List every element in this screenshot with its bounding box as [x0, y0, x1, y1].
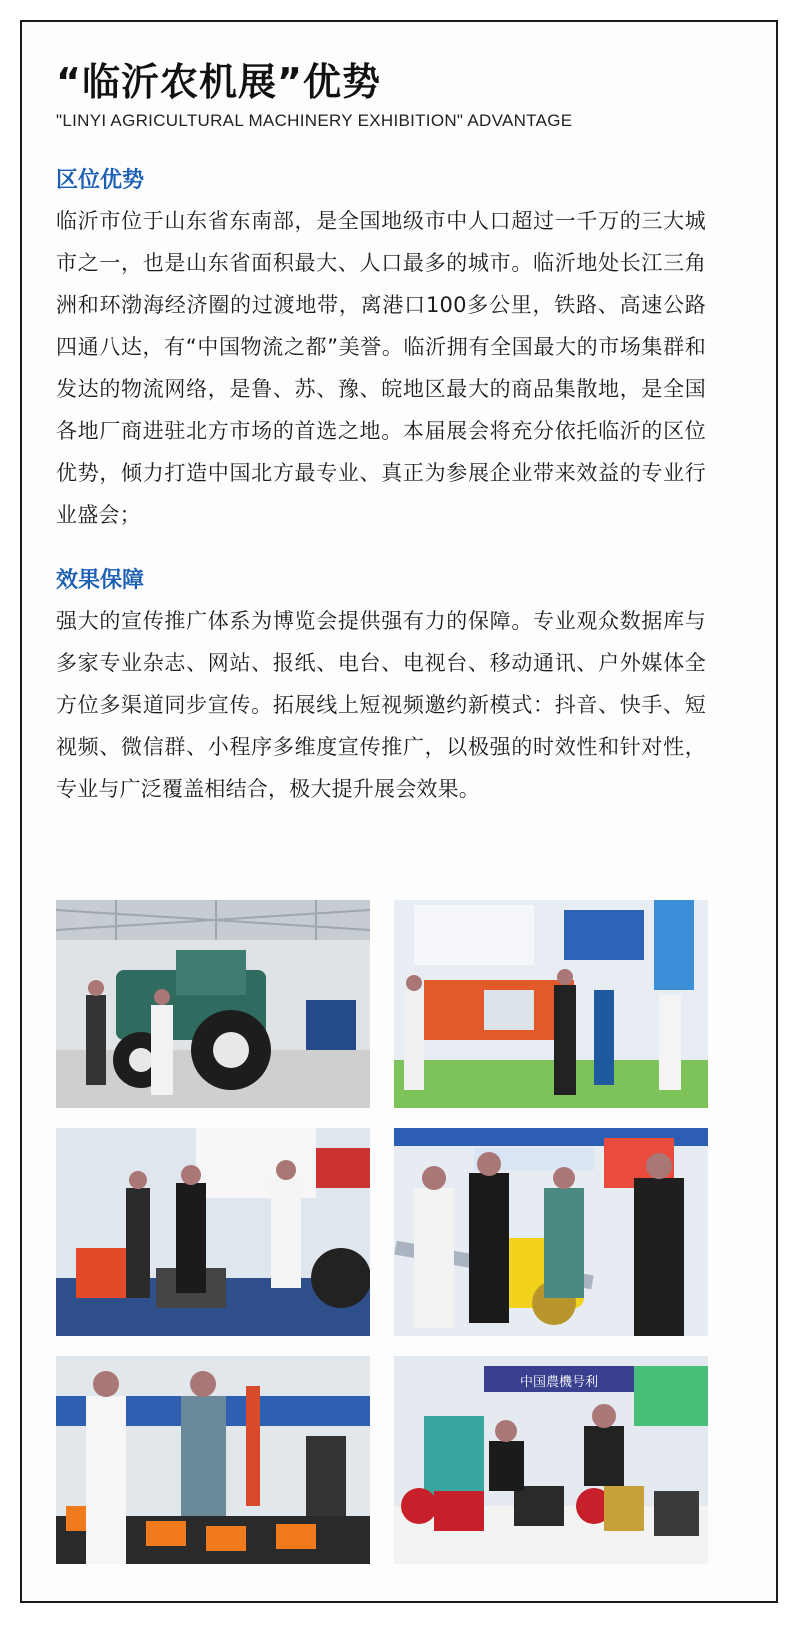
photo-booth-visitors [394, 900, 708, 1108]
photo-small-engines [56, 1128, 370, 1336]
page-subtitle: "LINYI AGRICULTURAL MACHINERY EXHIBITION" ADVANTAGE [56, 111, 573, 130]
photo-chainsaws [56, 1356, 370, 1564]
booth-sign-text: 中国農機号利 [519, 1375, 599, 1390]
section-heading-location: 区位优势 [56, 168, 145, 193]
article [56, 58, 706, 810]
photo-grid [56, 900, 708, 1564]
photo-tractor-hall [56, 900, 370, 1108]
photo-yellow-machine [394, 1128, 708, 1336]
section-body-effect: 强大的宣传推广体系为博览会提供强有力的保障。专业观众数据库与多家专业杂志、网站、报纸、电台、电视台、移动通讯、户外媒体全方位多渠道同步宣传。拓展线上短视频邀约新模式：抖音、快手、短视频、微信群、小程序多维度宣传推广，以极强的时效性和针对性，专业与广泛覆盖相结合，极大提升展会效果。 [56, 609, 706, 801]
page-title: “临沂农机展”优势 [56, 60, 381, 104]
photo-red-pumps [394, 1356, 708, 1564]
section-body-location: 临沂市位于山东省东南部，是全国地级市中人口超过一千万的三大城市之一，也是山东省面积最大、人口最多的城市。临沂地处长江三角洲和环渤海经济圈的过渡地带，离港口100多公里，铁路、高速公路四通八达，有“中国物流之都”美誉。临沂拥有全国最大的市场集群和发达的物流网络，是鲁、苏、豫、皖地区最大的商品集散地，是全国各地厂商进驻北方市场的首选之地。本届展会将充分依托临沂的区位优势，倾力打造中国北方最专业、真正为参展企业带来效益的专业行业盛会； [56, 209, 706, 527]
section-heading-effect: 效果保障 [56, 568, 145, 593]
